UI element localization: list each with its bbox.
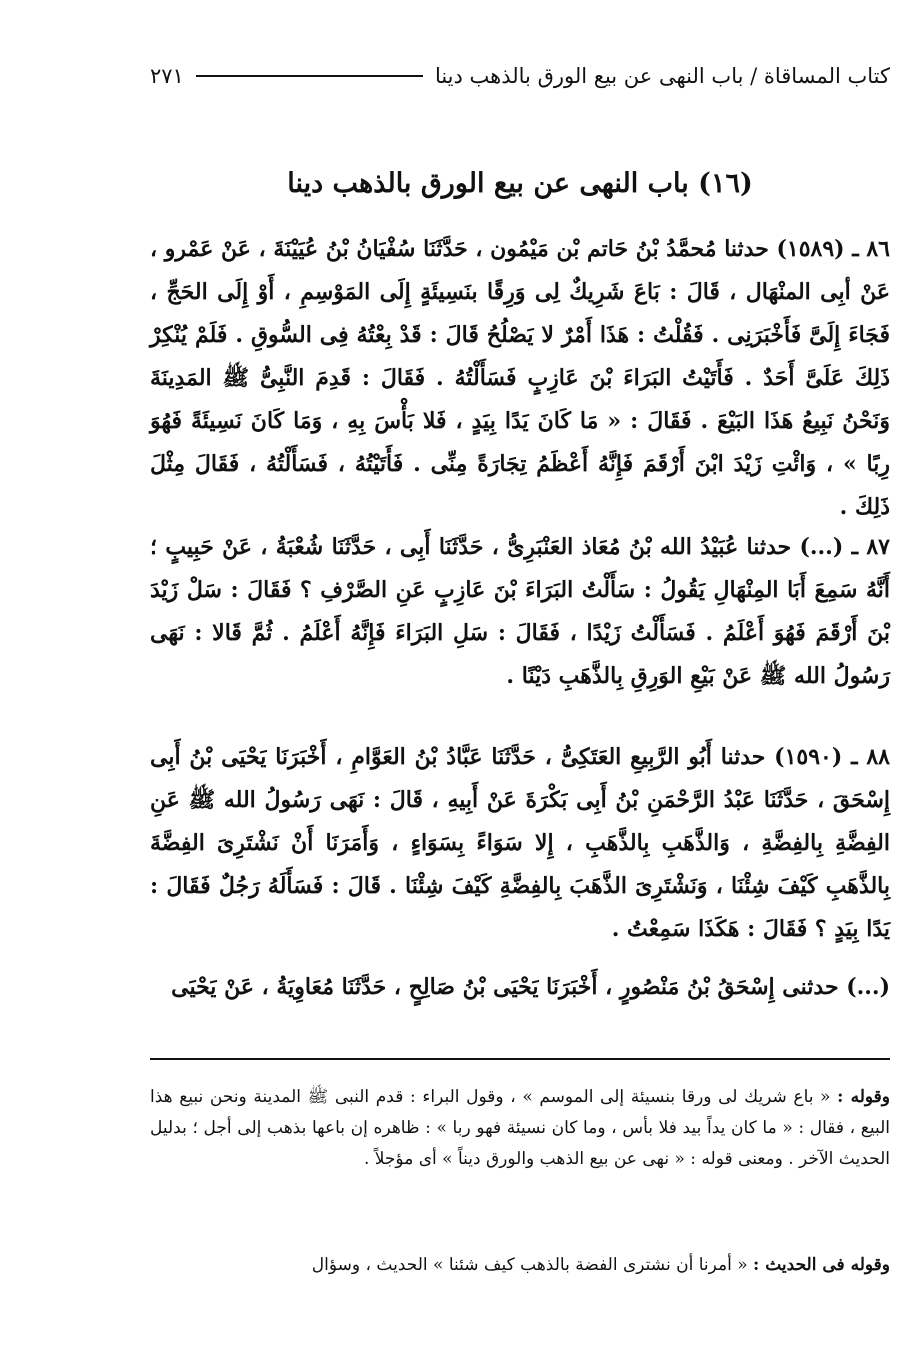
- hadith-paragraph: ٨٧ ـ (...) حدثنا عُبَيْدُ الله بْنُ مُعَاذ العَنْبَرِىُّ ، حَدَّثَنَا أَبِى ، حَدَّثَنَا شُعْبَةُ ، عَنْ حَبِيبٍ ؛ أَنَّهُ سَمِعَ أَبَا المِنْهَالِ يَقُولُ : سَأَلْتُ البَرَاءَ بْنَ عَازِبٍ عَنِ الصَّرْفِ ؟ فَقَالَ : سَلْ زَيْدَ بْنَ أَرْقَمَ فَهُوَ أَعْلَمُ . فَسَأَلْتُ زَيْدًا ، فَقَالَ : سَلِ البَرَاءَ فَإِنَّهُ أَعْلَمُ . ثُمَّ قَالا : نَهَى رَسُولُ الله ﷺ عَنْ بَيْعِ الوَرِقِ بِالذَّهَبِ دَيْنًا .: [150, 534, 890, 689]
- running-header: [150, 56, 890, 96]
- commentary-note: [150, 1082, 890, 1175]
- commentary-lead: وقوله فى الحديث :: [753, 1255, 890, 1275]
- commentary-note: [150, 1250, 890, 1281]
- commentary-text: « أمرنا أن نشترى الفضة بالذهب كيف شئنا » الحديث ، وسؤال: [311, 1255, 748, 1275]
- running-title: كتاب المساقاة / باب النهى عن بيع الورق بالذهب دينا: [434, 64, 890, 88]
- hadith-paragraph: ٨٨ ـ (١٥٩٠) حدثنا أَبُو الرَّبِيعِ العَتَكِىُّ ، حَدَّثَنَا عَبَّادُ بْنُ العَوَّامِ ، أَخْبَرَنَا يَحْيَى بْنُ أَبِى إِسْحَقَ ، حَدَّثَنَا عَبْدُ الرَّحْمَنِ بْنُ أَبِى بَكْرَةَ عَنْ أَبِيهِ ، قَالَ : نَهَى رَسُولُ الله ﷺ عَنِ الفِضَّةِ بِالفِضَّةِ ، وَالذَّهَبِ بِالذَّهَبِ ، إِلا سَوَاءً بِسَوَاءٍ ، وَأَمَرَنَا أَنْ نَشْتَرِىَ الفِضَّةَ بِالذَّهَبِ كَيْفَ شِئْنَا ، وَنَشْتَرِىَ الذَّهَبَ بِالفِضَّةِ كَيْفَ شِئْنَا . قَالَ : فَسَأَلَهُ رَجُلٌ فَقَالَ : يَدًا بِيَدٍ ؟ فَقَالَ : هَكَذَا سَمِعْتُ .: [150, 744, 890, 942]
- hadith-paragraph: (...) حدثنى إِسْحَقُ بْنُ مَنْصُورٍ ، أَخْبَرَنَا يَحْيَى بْنُ صَالِحٍ ، حَدَّثَنَا مُعَاوِيَةُ ، عَنْ يَحْيَى: [171, 974, 890, 1000]
- page-number: ٢٧١: [150, 64, 184, 88]
- book-page: [150, 0, 890, 1363]
- footnote-separator: [150, 1058, 890, 1060]
- header-rule: [196, 75, 423, 77]
- chapter-title: (١٦) باب النهى عن بيع الورق بالذهب دينا: [287, 168, 753, 199]
- hadith-paragraph: ٨٦ ـ (١٥٨٩) حدثنا مُحمَّدُ بْنُ حَاتم بْن مَيْمُون ، حَدَّثَنَا سُفْيَانُ بْنُ عُيَيْنَةَ ، عَنْ عَمْرو ، عَنْ أبِى المنْهَال ، قَالَ : بَاعَ شَرِيكٌ لِى وَرِقًا بنَسِيئَةٍ إِلَى المَوْسِمِ ، أَوْ إِلَى الحَجِّ ، فَجَاءَ إِلَىَّ فَأَخْبَرَنِى . فَقُلْتُ : هَذَا أَمْرٌ لا يَصْلُحُ قَالَ : قَدْ بِعْتُهُ فِى السُّوقِ . فَلَمْ يُنْكِرْ ذَلِكَ عَلَىَّ أَحَدٌ . فَأَتَيْتُ البَرَاءَ بْنَ عَازِبٍ فَسَأَلْتُهُ . فَقَالَ : قَدِمَ النَّبِىُّ ﷺ المَدِينَةَ وَنَحْنُ نَبِيعُ هَذَا البَيْعَ . فَقَالَ : « مَا كَانَ يَدًا بِيَدٍ ، فَلا بَأْسَ بِهِ ، وَمَا كَانَ نَسِيئَةً فَهُوَ رِبًا » ، وَائْتِ زَيْدَ ابْنَ أَرْقَمَ فَإِنَّهُ أَعْظَمُ تِجَارَةً مِنِّى . فَأَتَيْتُهُ ، فَسَأَلْتُهُ ، فَقَالَ مِثْلَ ذَلِكَ .: [150, 236, 890, 520]
- commentary-text: « باع شريك لى ورقا بنسيئة إلى الموسم » ، وقول البراء : قدم النبى ﷺ المدينة ونحن نبيع هذا البيع ، فقال : « ما كان يداً بيد فلا بأس ، وما كان نسيئة فهو ربا » : ظاهره إن باعها بذهب إلى أجل ؛ بدليل الحديث الآخر . ومعنى قوله : « نهى عن بيع الذهب والورق ديناً » أى مؤجلاً .: [150, 1087, 890, 1169]
- commentary-lead: وقوله :: [837, 1087, 891, 1107]
